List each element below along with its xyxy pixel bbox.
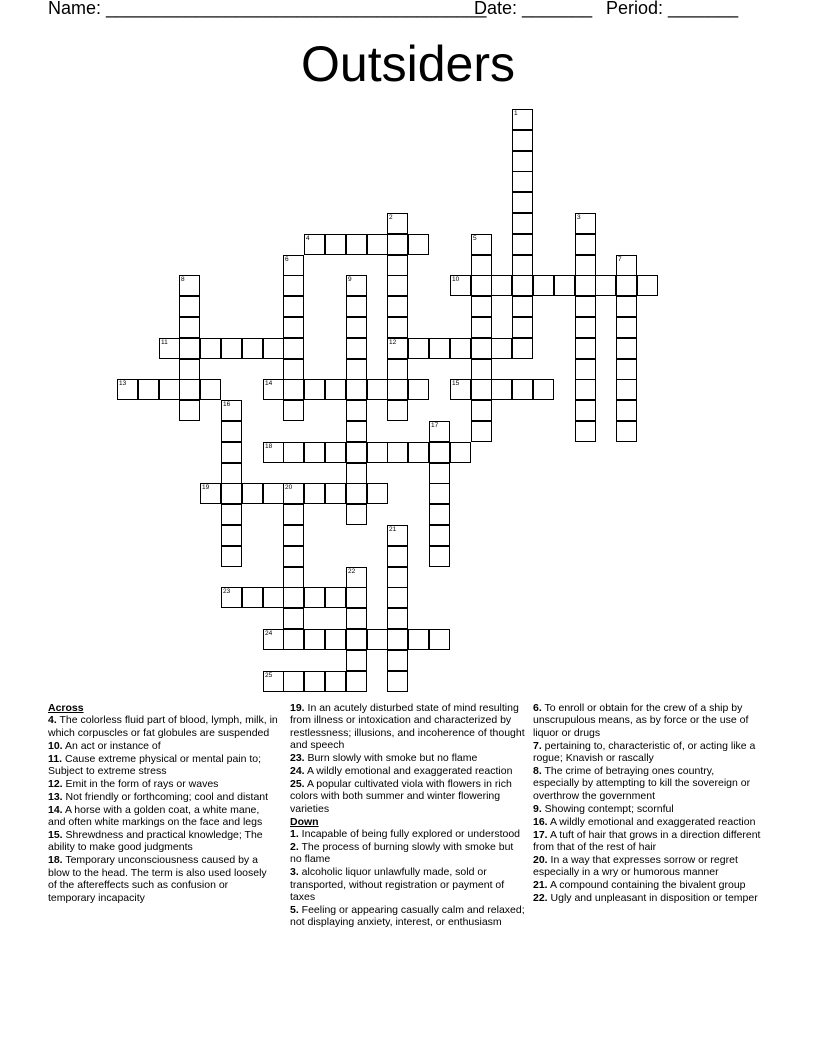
grid-cell[interactable] — [221, 463, 242, 484]
grid-cell[interactable] — [450, 442, 471, 463]
clue-item — [290, 778, 526, 815]
clue-text: Emit in the form of rays or waves — [62, 777, 219, 790]
grid-cell[interactable] — [471, 400, 492, 421]
cell-number: 16 — [223, 401, 231, 408]
grid-cell[interactable] — [179, 359, 200, 380]
grid-cell[interactable] — [575, 234, 596, 255]
grid-cell[interactable] — [283, 504, 304, 525]
grid-cell[interactable] — [575, 275, 596, 296]
clue-item — [48, 829, 278, 854]
grid-cell[interactable] — [471, 275, 492, 296]
grid-cell[interactable] — [408, 234, 429, 255]
grid-cell[interactable] — [616, 400, 637, 421]
grid-cell[interactable] — [387, 442, 408, 463]
grid-cell[interactable] — [304, 379, 325, 400]
grid-cell[interactable] — [408, 338, 429, 359]
grid-cell[interactable] — [471, 359, 492, 380]
clue-number: 22. — [533, 892, 548, 905]
clue-number: 20. — [533, 853, 548, 866]
clue-text: alcoholic liquor unlawfully made, sold or transported, without registration or payment of taxes — [290, 866, 505, 904]
grid-cell[interactable] — [159, 338, 180, 359]
grid-cell[interactable] — [512, 130, 533, 151]
clue-item — [48, 753, 278, 778]
clue-text: pertaining to, characteristic of, or acting like a rogue; Knavish or rascally — [533, 739, 756, 765]
grid-cell[interactable] — [346, 483, 367, 504]
page-title: Outsiders — [301, 36, 515, 92]
grid-cell[interactable] — [200, 483, 221, 504]
grid-cell[interactable] — [346, 379, 367, 400]
grid-cell[interactable] — [616, 421, 637, 442]
grid-cell[interactable] — [387, 255, 408, 276]
grid-cell[interactable] — [387, 400, 408, 421]
grid-cell[interactable] — [471, 296, 492, 317]
grid-cell[interactable] — [179, 296, 200, 317]
grid-cell[interactable] — [200, 379, 221, 400]
grid-cell[interactable] — [429, 525, 450, 546]
clue-number: 23. — [290, 752, 305, 765]
grid-cell[interactable] — [616, 275, 637, 296]
clue-heading: Down — [290, 815, 319, 828]
grid-cell[interactable] — [263, 338, 284, 359]
grid-cell[interactable] — [471, 379, 492, 400]
clue-number: 9. — [533, 802, 542, 815]
clue-item — [533, 765, 763, 802]
grid-cell[interactable] — [387, 296, 408, 317]
clue-number: 14. — [48, 803, 63, 816]
grid-cell[interactable] — [387, 608, 408, 629]
clue-item — [533, 803, 763, 815]
grid-cell[interactable] — [450, 338, 471, 359]
grid-cell[interactable] — [512, 151, 533, 172]
clue-text: Showing contempt; scornful — [541, 802, 674, 815]
clue-item — [48, 778, 278, 790]
clue-text: A horse with a golden coat, a white mane, and often white markings on the face and legs — [48, 803, 263, 829]
grid-cell[interactable] — [179, 275, 200, 296]
grid-cell[interactable] — [387, 546, 408, 567]
grid-cell[interactable] — [346, 463, 367, 484]
clue-number: 18. — [48, 854, 63, 867]
clue-text: In an acutely disturbed state of mind resulting from illness or intoxication and characterized by restlessness; illusions, and incoherence of thought and speech — [290, 702, 525, 752]
grid-cell[interactable] — [367, 379, 388, 400]
grid-cell[interactable] — [512, 213, 533, 234]
grid-cell[interactable] — [429, 421, 450, 442]
grid-cell[interactable] — [221, 483, 242, 504]
grid-cell[interactable] — [283, 525, 304, 546]
grid-cell[interactable] — [367, 234, 388, 255]
clue-number: 6. — [533, 702, 542, 714]
grid-cell[interactable] — [304, 629, 325, 650]
grid-cell[interactable] — [221, 546, 242, 567]
cell-number: 10 — [452, 276, 460, 283]
clue-heading: Across — [48, 702, 84, 714]
grid-cell[interactable] — [575, 400, 596, 421]
grid-cell[interactable] — [408, 629, 429, 650]
grid-cell[interactable] — [179, 317, 200, 338]
grid-cell[interactable] — [221, 400, 242, 421]
grid-cell[interactable] — [512, 317, 533, 338]
grid-cell[interactable] — [283, 275, 304, 296]
cell-number: 19 — [202, 484, 210, 491]
cell-number: 14 — [265, 380, 273, 387]
grid-cell[interactable] — [179, 379, 200, 400]
grid-cell[interactable] — [138, 379, 159, 400]
clue-text: The crime of betraying ones country, especially by attempting to kill the sovereign or overthrow the government — [533, 765, 751, 802]
cell-number: 13 — [119, 380, 127, 387]
grid-cell[interactable] — [512, 338, 533, 359]
grid-cell[interactable] — [283, 608, 304, 629]
grid-cell[interactable] — [616, 359, 637, 380]
cell-number: 4 — [306, 235, 310, 242]
grid-cell[interactable] — [387, 338, 408, 359]
grid-cell[interactable] — [346, 400, 367, 421]
cell-number: 5 — [473, 235, 477, 242]
grid-cell[interactable] — [325, 379, 346, 400]
cell-number: 9 — [348, 276, 352, 283]
grid-cell[interactable] — [575, 317, 596, 338]
grid-cell[interactable] — [491, 338, 512, 359]
cell-number: 7 — [618, 256, 622, 263]
clue-number: 24. — [290, 765, 305, 778]
clue-item — [290, 828, 526, 840]
clue-number: 21. — [533, 879, 548, 892]
grid-cell[interactable] — [429, 463, 450, 484]
grid-cell[interactable] — [283, 442, 304, 463]
clue-column-right — [533, 702, 763, 905]
grid-cell[interactable] — [616, 317, 637, 338]
grid-cell[interactable] — [575, 379, 596, 400]
clue-text: Shrewdness and practical knowledge; The ability to make good judgments — [48, 829, 263, 854]
grid-cell[interactable] — [346, 338, 367, 359]
grid-cell[interactable] — [387, 234, 408, 255]
grid-cell[interactable] — [408, 379, 429, 400]
grid-cell[interactable] — [221, 442, 242, 463]
grid-cell[interactable] — [283, 587, 304, 608]
grid-cell[interactable] — [242, 483, 263, 504]
grid-cell[interactable] — [450, 275, 471, 296]
grid-cell[interactable] — [346, 275, 367, 296]
grid-cell[interactable] — [283, 671, 304, 692]
grid-cell[interactable] — [200, 338, 221, 359]
clue-number: 25. — [290, 777, 305, 790]
cell-number: 20 — [285, 484, 293, 491]
grid-cell[interactable] — [325, 483, 346, 504]
grid-cell[interactable] — [387, 359, 408, 380]
clue-text: A wildly emotional and exaggerated reaction — [547, 815, 756, 828]
grid-cell[interactable] — [325, 587, 346, 608]
grid-cell[interactable] — [242, 587, 263, 608]
clue-number: 11. — [48, 752, 63, 765]
clue-item — [290, 866, 526, 903]
clue-text: Cause extreme physical or mental pain to; Subject to extreme stress — [48, 752, 262, 778]
clue-text: A compound containing the bivalent group — [547, 879, 746, 892]
grid-cell[interactable] — [595, 275, 616, 296]
grid-cell[interactable] — [346, 671, 367, 692]
grid-cell[interactable] — [575, 421, 596, 442]
clue-text: A wildly emotional and exaggerated reaction — [304, 765, 513, 778]
grid-cell[interactable] — [304, 442, 325, 463]
grid-cell[interactable] — [512, 171, 533, 192]
grid-cell[interactable] — [575, 296, 596, 317]
clue-text: An act or instance of — [62, 739, 161, 752]
clue-item — [290, 841, 526, 866]
grid-cell[interactable] — [283, 296, 304, 317]
grid-cell[interactable] — [512, 255, 533, 276]
grid-cell[interactable] — [263, 379, 284, 400]
grid-cell[interactable] — [304, 587, 325, 608]
grid-cell[interactable] — [263, 629, 284, 650]
clue-text: Not friendly or forthcoming; cool and distant — [62, 790, 269, 803]
grid-cell[interactable] — [387, 275, 408, 296]
grid-cell[interactable] — [512, 192, 533, 213]
date-field: Date: _______ — [474, 0, 593, 18]
grid-cell[interactable] — [283, 255, 304, 276]
grid-cell[interactable] — [221, 525, 242, 546]
grid-cell[interactable] — [491, 275, 512, 296]
clue-item — [48, 854, 278, 904]
grid-cell[interactable] — [346, 317, 367, 338]
grid-cell[interactable] — [346, 234, 367, 255]
grid-cell[interactable] — [242, 338, 263, 359]
clue-number: 10. — [48, 739, 63, 752]
clue-item — [48, 791, 278, 803]
clue-number: 19. — [290, 702, 305, 714]
clue-text: Burn slowly with smoke but no flame — [304, 752, 478, 765]
grid-cell[interactable] — [283, 317, 304, 338]
grid-cell[interactable] — [179, 338, 200, 359]
grid-cell[interactable] — [429, 338, 450, 359]
grid-cell[interactable] — [387, 587, 408, 608]
grid-cell[interactable] — [471, 317, 492, 338]
grid-cell[interactable] — [616, 338, 637, 359]
grid-cell[interactable] — [512, 296, 533, 317]
grid-cell[interactable] — [387, 567, 408, 588]
clue-item — [48, 714, 278, 739]
grid-cell[interactable] — [533, 379, 554, 400]
grid-cell[interactable] — [429, 442, 450, 463]
clue-text: Temporary unconsciousness caused by a blow to the head. The term is also used loosely of the aftereffects such as confusion or temporary incapacity — [48, 854, 267, 904]
grid-cell[interactable] — [575, 213, 596, 234]
cell-number: 3 — [577, 214, 581, 221]
grid-cell[interactable] — [304, 483, 325, 504]
grid-cell[interactable] — [283, 359, 304, 380]
period-field: Period: _______ — [606, 0, 739, 18]
grid-cell[interactable] — [491, 379, 512, 400]
cell-number: 8 — [181, 276, 185, 283]
clue-column-middle — [290, 702, 526, 929]
grid-cell[interactable] — [450, 379, 471, 400]
clue-text: The process of burning slowly with smoke but no flame — [290, 840, 514, 866]
grid-cell[interactable] — [637, 275, 658, 296]
grid-cell[interactable] — [346, 608, 367, 629]
grid-cell[interactable] — [263, 483, 284, 504]
grid-cell[interactable] — [429, 483, 450, 504]
grid-cell[interactable] — [283, 379, 304, 400]
clue-item — [290, 702, 526, 752]
cell-number: 17 — [431, 422, 439, 429]
clue-text: Incapable of being fully explored or understood — [298, 828, 520, 841]
cell-number: 22 — [348, 568, 356, 575]
grid-cell[interactable] — [159, 379, 180, 400]
clue-item — [533, 879, 763, 891]
grid-cell[interactable] — [387, 379, 408, 400]
clue-item — [290, 765, 526, 777]
grid-cell[interactable] — [616, 255, 637, 276]
grid-cell[interactable] — [575, 359, 596, 380]
cell-number: 11 — [161, 339, 168, 346]
clue-number: 3. — [290, 866, 299, 879]
grid-cell[interactable] — [221, 504, 242, 525]
clue-item — [48, 804, 278, 829]
grid-cell[interactable] — [283, 483, 304, 504]
clue-number: 16. — [533, 815, 548, 828]
grid-cell[interactable] — [304, 234, 325, 255]
clue-number: 4. — [48, 714, 57, 727]
grid-cell[interactable] — [304, 671, 325, 692]
cell-number: 15 — [452, 380, 460, 387]
grid-cell[interactable] — [554, 275, 575, 296]
grid-cell[interactable] — [283, 400, 304, 421]
cell-number: 21 — [389, 526, 397, 533]
grid-cell[interactable] — [367, 483, 388, 504]
grid-cell[interactable] — [346, 359, 367, 380]
cell-number: 25 — [265, 672, 273, 679]
grid-cell[interactable] — [471, 421, 492, 442]
clue-item — [533, 829, 763, 854]
grid-cell[interactable] — [263, 587, 284, 608]
name-field: Name: ______________________________________ — [48, 0, 487, 18]
grid-cell[interactable] — [429, 629, 450, 650]
clue-number: 8. — [533, 765, 542, 778]
clue-text: A popular cultivated viola with flowers in rich colors with both summer and winter flowering varieties — [290, 777, 512, 815]
cell-number: 2 — [389, 214, 393, 221]
grid-cell[interactable] — [575, 338, 596, 359]
grid-cell[interactable] — [117, 379, 138, 400]
grid-cell[interactable] — [471, 338, 492, 359]
clue-text: To enroll or obtain for the crew of a ship by unscrupulous means, as by force or the use of liquor or drugs — [533, 702, 749, 739]
grid-cell[interactable] — [367, 629, 388, 650]
grid-cell[interactable] — [471, 255, 492, 276]
clue-text: Ugly and unpleasant in disposition or temper — [547, 892, 758, 905]
grid-cell[interactable] — [429, 504, 450, 525]
grid-cell[interactable] — [512, 379, 533, 400]
grid-cell[interactable] — [325, 234, 346, 255]
grid-cell[interactable] — [221, 587, 242, 608]
grid-cell[interactable] — [346, 442, 367, 463]
grid-cell[interactable] — [283, 338, 304, 359]
grid-cell[interactable] — [512, 275, 533, 296]
grid-cell[interactable] — [616, 296, 637, 317]
grid-cell[interactable] — [575, 255, 596, 276]
clue-number: 7. — [533, 739, 542, 752]
grid-cell[interactable] — [367, 442, 388, 463]
clue-text: In a way that expresses sorrow or regret especially in a wry or humorous manner — [533, 853, 738, 879]
clue-item — [533, 892, 763, 904]
grid-cell[interactable] — [346, 650, 367, 671]
cell-number: 1 — [514, 110, 518, 117]
grid-cell[interactable] — [471, 234, 492, 255]
grid-cell[interactable] — [283, 629, 304, 650]
cell-number: 24 — [265, 630, 273, 637]
grid-cell[interactable] — [533, 275, 554, 296]
clue-number: 15. — [48, 829, 63, 842]
clue-item — [533, 816, 763, 828]
grid-cell[interactable] — [408, 442, 429, 463]
grid-cell[interactable] — [325, 671, 346, 692]
grid-cell[interactable] — [263, 671, 284, 692]
clue-text: Feeling or appearing casually calm and relaxed; not displaying anxiety, interest, or enthusiasm — [290, 904, 525, 929]
grid-cell[interactable] — [346, 587, 367, 608]
clue-text: A tuft of hair that grows in a direction different from that of the rest of hair — [533, 828, 761, 853]
clue-number: 2. — [290, 840, 299, 853]
grid-cell[interactable] — [387, 213, 408, 234]
grid-cell[interactable] — [512, 234, 533, 255]
grid-cell[interactable] — [325, 442, 346, 463]
grid-cell[interactable] — [387, 629, 408, 650]
clue-item — [290, 752, 526, 764]
grid-cell[interactable] — [283, 567, 304, 588]
grid-cell[interactable] — [387, 650, 408, 671]
clue-number: 12. — [48, 777, 63, 790]
grid-cell[interactable] — [325, 629, 346, 650]
cell-number: 23 — [223, 588, 231, 595]
cell-number: 12 — [389, 339, 397, 346]
grid-cell[interactable] — [616, 379, 637, 400]
clue-text: The colorless fluid part of blood, lymph, milk, in which corpuscles or fat globules are suspended — [48, 714, 278, 739]
clue-number: 5. — [290, 904, 299, 916]
grid-cell[interactable] — [346, 421, 367, 442]
clue-number: 17. — [533, 828, 548, 841]
cell-number: 6 — [285, 256, 289, 263]
grid-cell[interactable] — [387, 671, 408, 692]
clue-number: 13. — [48, 790, 63, 803]
grid-cell[interactable] — [387, 525, 408, 546]
cell-number: 18 — [265, 443, 273, 450]
clue-item — [533, 702, 763, 739]
grid-cell[interactable] — [221, 421, 242, 442]
grid-cell[interactable] — [512, 109, 533, 130]
grid-cell[interactable] — [429, 546, 450, 567]
grid-cell[interactable] — [263, 442, 284, 463]
grid-cell[interactable] — [179, 400, 200, 421]
clue-number: 1. — [290, 828, 299, 841]
clue-item — [533, 740, 763, 765]
clue-column-left — [48, 702, 278, 905]
grid-cell[interactable] — [346, 567, 367, 588]
clue-item — [533, 854, 763, 879]
grid-cell[interactable] — [346, 504, 367, 525]
grid-cell[interactable] — [346, 296, 367, 317]
grid-cell[interactable] — [346, 629, 367, 650]
grid-cell[interactable] — [221, 338, 242, 359]
clue-item — [48, 740, 278, 752]
grid-cell[interactable] — [387, 317, 408, 338]
clue-item — [290, 904, 526, 929]
grid-cell[interactable] — [283, 546, 304, 567]
